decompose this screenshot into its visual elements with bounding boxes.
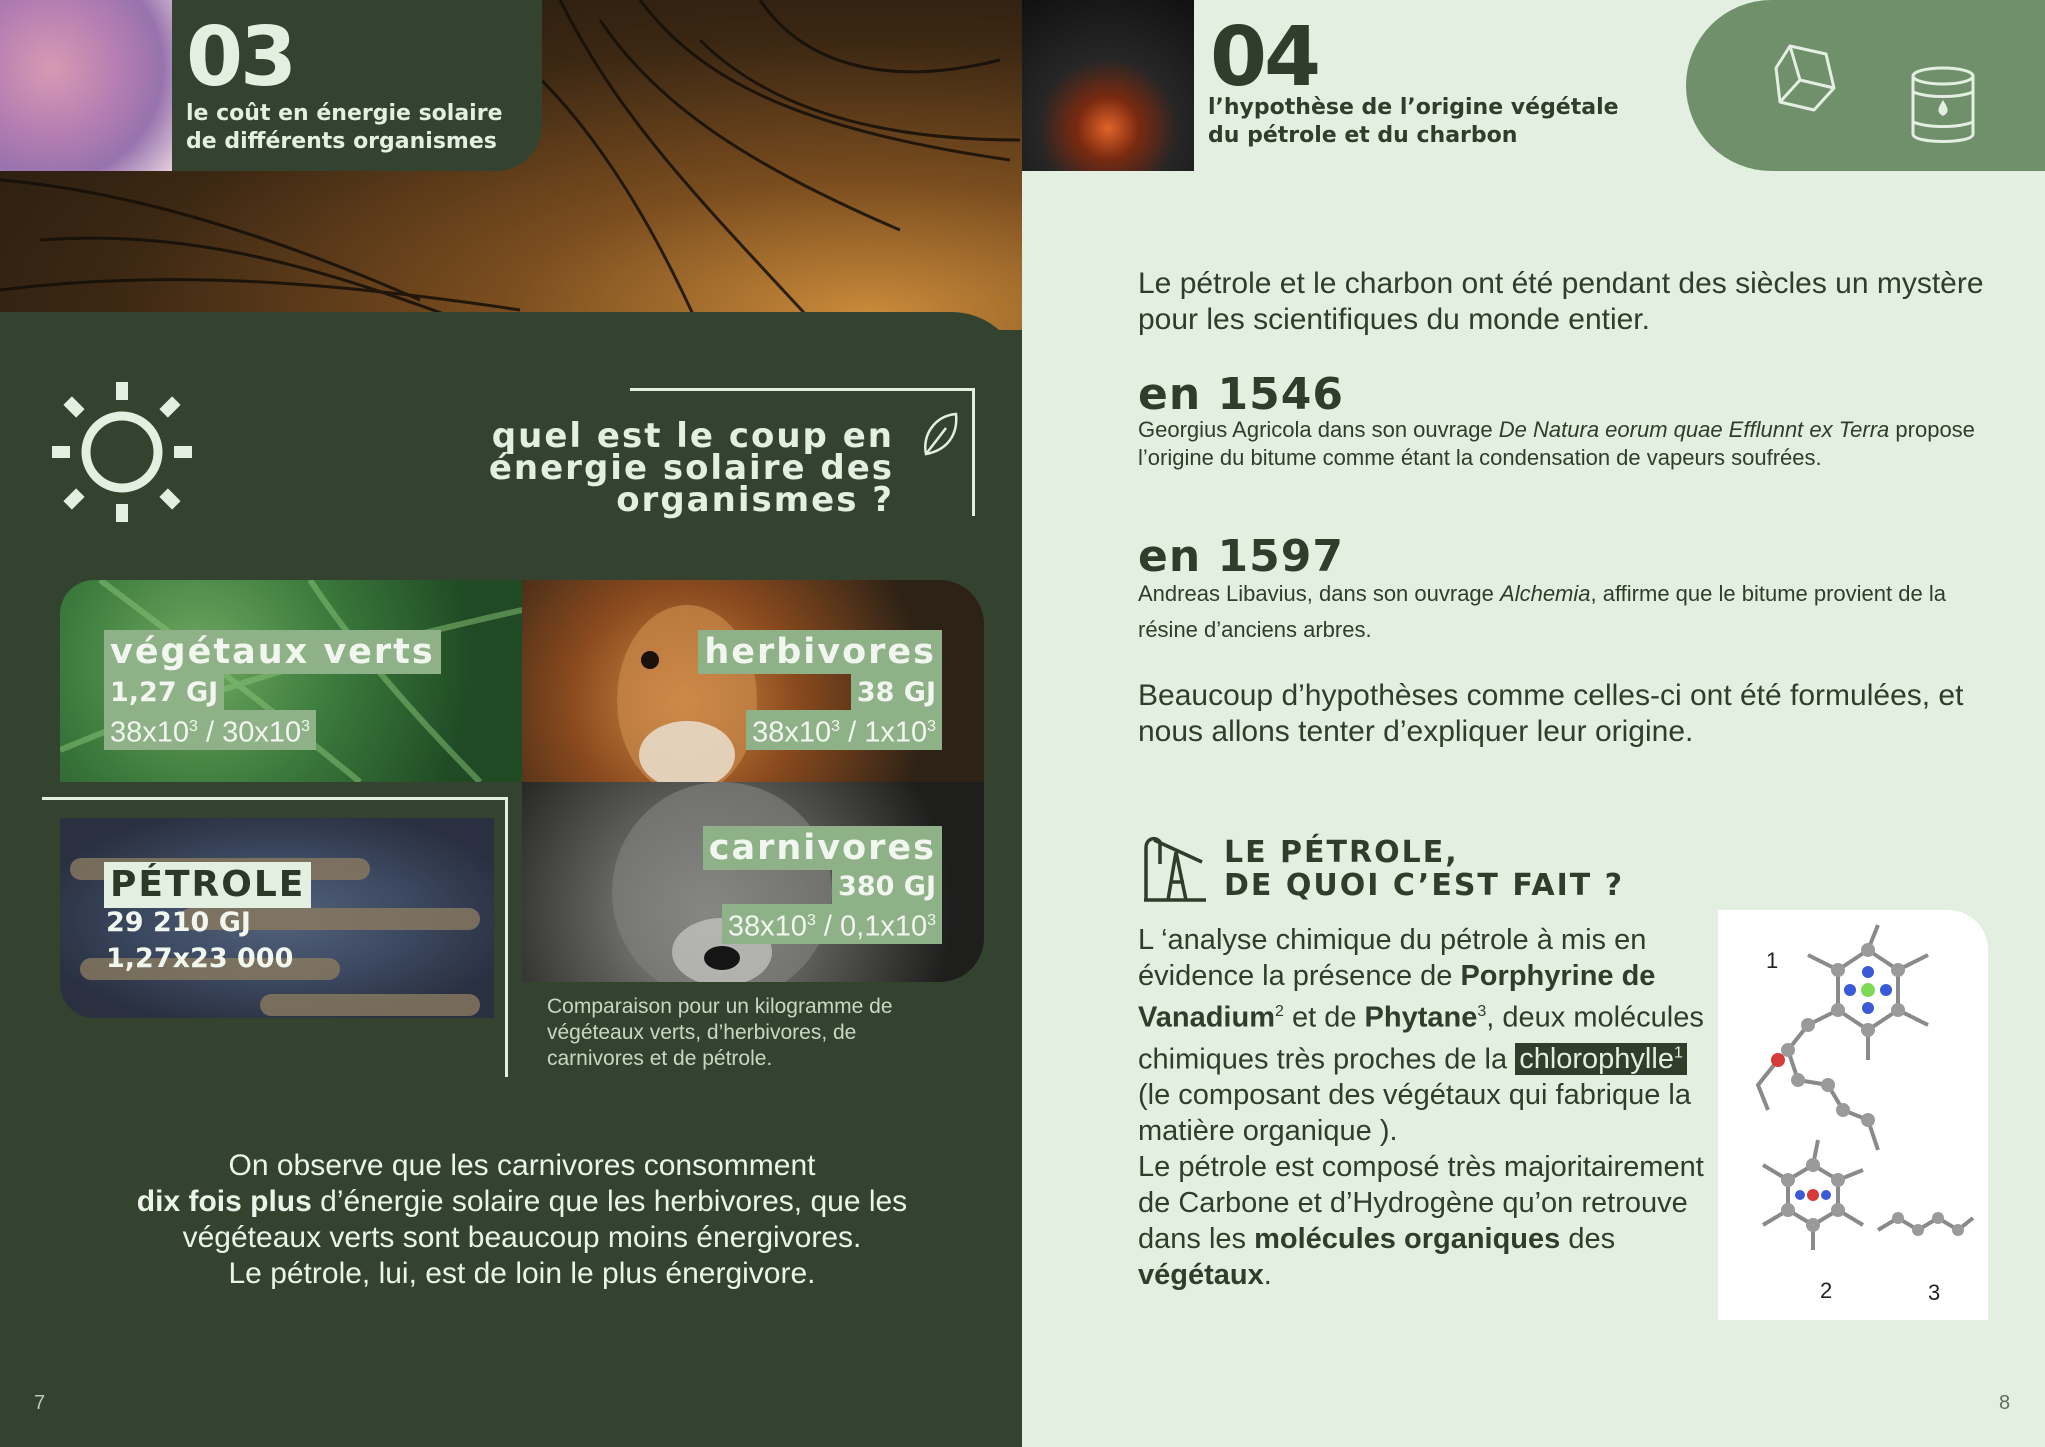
herbivores-ratio: $38x10^3 / 1x10^3$ [746, 710, 942, 750]
leaf-icon [918, 410, 962, 460]
molecule-label-3: 3 [1928, 1280, 1941, 1305]
icon-band [1686, 0, 2045, 171]
cell-microscopy-photo [0, 0, 172, 171]
year-1597-heading: en 1597 [1138, 531, 1344, 582]
molecule-label-2: 2 [1820, 1278, 1833, 1303]
chlorophylle-highlight: chlorophylle$^1$ [1515, 1043, 1687, 1075]
section-number: 04 [1210, 10, 1319, 105]
molecule-illustrations [1718, 910, 1988, 1320]
conclusion-text: On observe que les carnivores consomment dix fois plus d’énergie solaire que les herbivores, que les végéteaux verts sont beaucoup moins énergivores. Le pétrole, lui, est de loin le plus énergivore. [136, 1149, 908, 1290]
oil-barrel-icon [1908, 66, 1978, 144]
molecule-label-1: 1 [1766, 948, 1779, 973]
year-1546-text: Georgius Agricola dans son ouvrage De Natura eorum quae Efflunnt ex Terra propose l’origine du bitume comme étant la condensation de vapeurs soufrées. [1138, 417, 1975, 470]
petrole-energy: 29 210 GJ [106, 907, 251, 938]
carnivores-label: carnivores [703, 826, 942, 870]
carnivores-ratio: $38x10^3 / 0,1x10^3$ [722, 904, 942, 944]
petrole-ratio: 1,27x23 000 [106, 943, 294, 974]
section-number: 03 [186, 10, 295, 105]
herbivores-energy: 38 GJ [851, 674, 942, 711]
section-title: le coût en énergie solaire de différents organismes [186, 101, 503, 154]
carnivores-energy: 380 GJ [832, 868, 942, 905]
right-page [1022, 0, 2045, 1447]
rock-icon [1770, 40, 1840, 118]
sun-icon [48, 378, 198, 528]
left-page [0, 0, 1022, 1447]
petrol-question-heading: LE PÉTROLE, DE QUOI C’EST FAIT ? [1224, 835, 1625, 903]
year-1546-heading: en 1546 [1138, 369, 1344, 420]
coal-photo [1022, 0, 1194, 171]
oil-pump-icon [1140, 834, 1210, 904]
vegetaux-ratio: $38x10^3 / 30x10^3$ [104, 710, 316, 750]
molecule-card [1718, 910, 1988, 1320]
petrole-label: PÉTROLE [104, 862, 311, 908]
section-title: l’hypothèse de l’origine végétale du pétrole et du charbon [1208, 95, 1619, 148]
vegetaux-energy: 1,27 GJ [104, 674, 224, 711]
question-title: quel est le coup en énergie solaire des organismes ? [488, 416, 894, 520]
grid-caption: Comparaison pour un kilogramme de végéteaux verts, d’herbivores, de carnivores et de pétrole. [547, 995, 893, 1070]
vegetaux-label: végétaux verts [104, 630, 441, 674]
year-1597-text: Andreas Libavius, dans son ouvrage Alchemia, affirme que le bitume provient de la résine d’anciens arbres. [1138, 581, 1946, 642]
page-number: 7 [34, 1392, 46, 1414]
page-number: 8 [1999, 1392, 2011, 1414]
herbivores-label: herbivores [698, 630, 942, 674]
intro-text: Le pétrole et le charbon ont été pendant des siècles un mystère pour les scientifiques du monde entier. [1138, 267, 1984, 336]
analysis-text: L ‘analyse chimique du pétrole à mis en évidence la présence de Porphyrine de Vanadium$^2$ et de Phytane$^3$, deux molécules chimiques très proches de la chlorophylle$^1$ (le composant des végétaux qui fabrique la matière organique ). Le pétrole est composé très majoritairement de Carbone et d’Hydrogène qu’on retrouve dans les molécules organiques des végétaux. [1138, 924, 1704, 1292]
outro-text: Beaucoup d’hypothèses comme celles-ci ont été formulées, et nous allons tenter d’expliquer leur origine. [1138, 679, 1964, 748]
